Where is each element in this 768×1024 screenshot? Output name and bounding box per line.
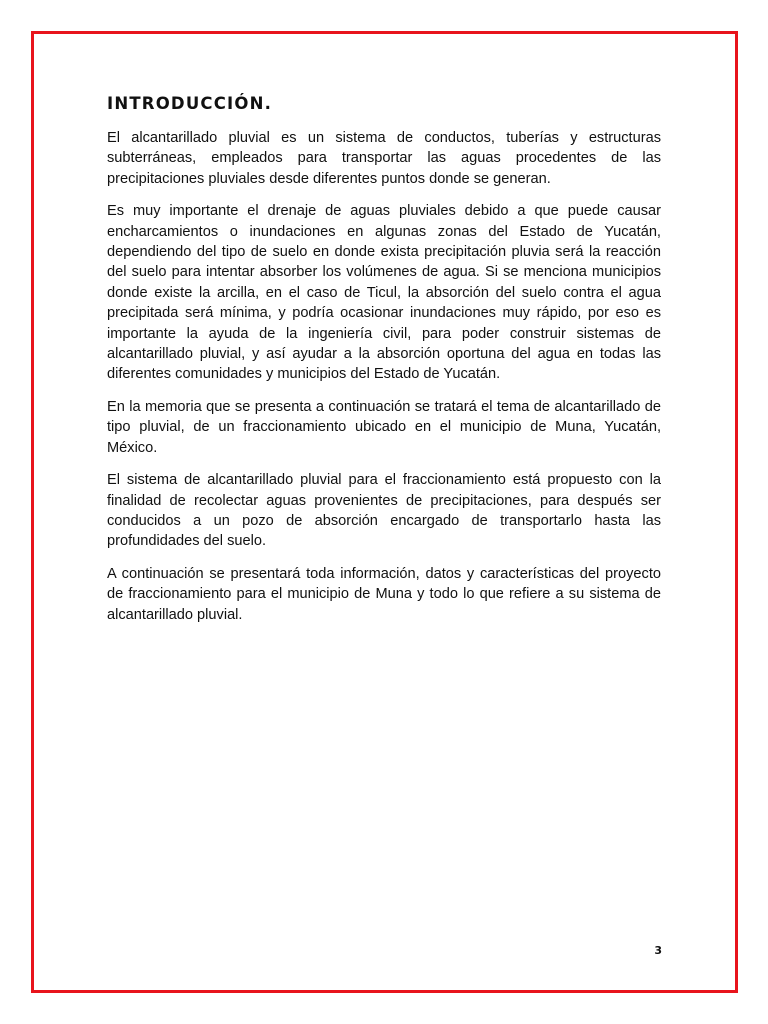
paragraph-3: En la memoria que se presenta a continuación se tratará el tema de alcantarillado de tipo pluvial, de un fraccionamiento ubicado en el municipio de Muna, Yucatán, México. xyxy=(107,398,661,456)
paragraph-2: Es muy importante el drenaje de aguas pluviales debido a que puede causar encharcamientos o inundaciones en algunas zonas del Estado de Yucatán, dependiendo del tipo de suelo en donde exista precipitación pluvia será la reacción del suelo para intentar absorber los volúmenes de agua. Si se menciona municipios donde existe la arcilla, en el caso de Ticul, la absorción del suelo contra el agua precipitada será mínima, y podría ocasionar inundaciones muy rápido, por eso es importante la ayuda de la ingeniería civil, para poder construir sistemas de alcantarillado pluvial, y así ayudar a la absorción oportuna del agua en todas las diferentes comunidades y municipios del Estado de Yucatán. xyxy=(107,203,661,383)
section-heading: INTRODUCCIÓN. xyxy=(107,94,273,113)
page-content xyxy=(107,92,661,637)
paragraph-5: A continuación se presentará toda información, datos y características del proyecto de fraccionamiento para el municipio de Muna y todo lo que refiere a su sistema de alcantarillado pluvial. xyxy=(107,565,661,623)
page-number: 3 xyxy=(654,944,662,957)
paragraph-4: El sistema de alcantarillado pluvial para el fraccionamiento está propuesto con la finalidad de recolectar aguas provenientes de precipitaciones, para después ser conducidos a un pozo de absorción encargado de transportarlo hasta las profundidades del suelo. xyxy=(107,472,661,550)
paragraph-1: El alcantarillado pluvial es un sistema de conductos, tuberías y estructuras subterráneas, empleados para transportar las aguas procedentes de las precipitaciones pluviales desde diferentes puntos donde se generan. xyxy=(107,130,661,187)
